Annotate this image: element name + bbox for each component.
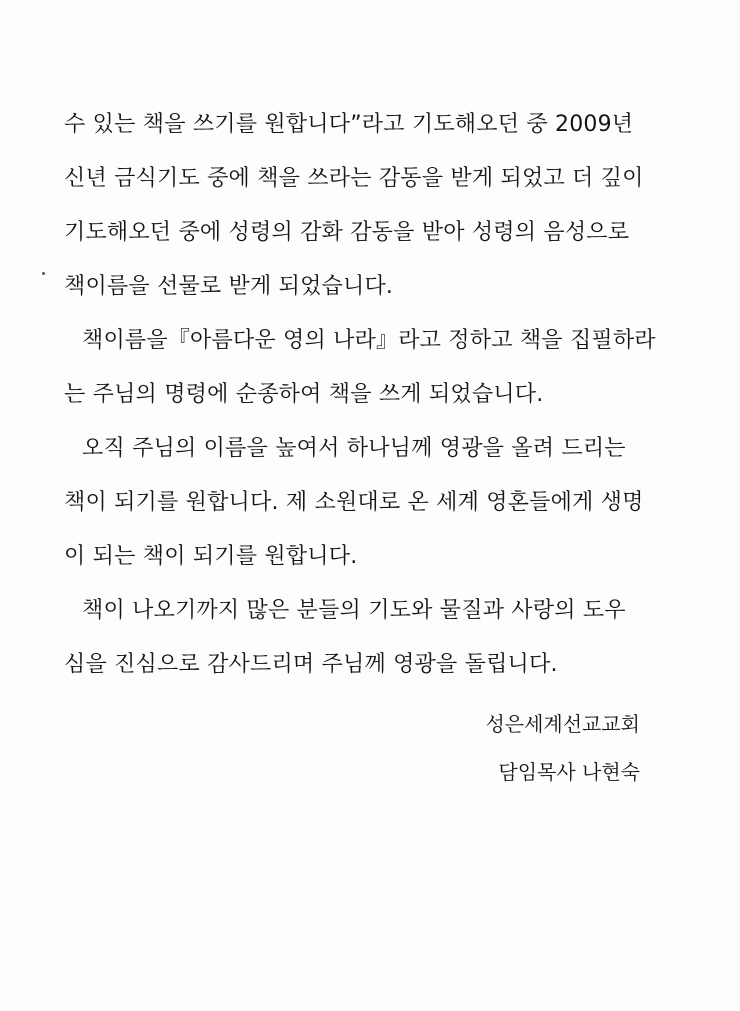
text-line: 오직 주님의 이름을 높여서 하나님께 영광을 올려 드리는 <box>82 436 626 461</box>
pastor-name: 담임목사 나현숙 <box>498 760 640 784</box>
text-line: 심을 진심으로 감사드리며 주님께 영광을 돌립니다. <box>64 652 558 677</box>
text-line: 는 주님의 명령에 순종하여 책을 쓰게 되었습니다. <box>64 382 544 407</box>
text-line: 이 되는 책이 되기를 원합니다. <box>64 544 358 569</box>
body-text <box>64 98 664 692</box>
text-line: 신년 금식기도 중에 책을 쓰라는 감동을 받게 되었고 더 깊이 <box>64 166 644 191</box>
church-name: 성은세계선교교회 <box>485 712 640 736</box>
text-line: 책이 되기를 원합니다. 제 소원대로 온 세계 영혼들에게 생명 <box>64 490 644 515</box>
signature-block <box>485 700 640 796</box>
text-line: 책이름을 선물로 받게 되었습니다. <box>64 274 394 299</box>
text-line: 기도해오던 중에 성령의 감화 감동을 받아 성령의 음성으로 <box>64 220 630 245</box>
text-line: 수 있는 책을 쓰기를 원합니다”라고 기도해오던 중 2009년 <box>64 112 634 137</box>
text-line: 책이 나오기까지 많은 분들의 기도와 물질과 사랑의 도우 <box>82 598 626 623</box>
text-line: 책이름을『아름다운 영의 나라』라고 정하고 책을 집필하라 <box>82 328 656 353</box>
scan-speck <box>42 272 45 275</box>
